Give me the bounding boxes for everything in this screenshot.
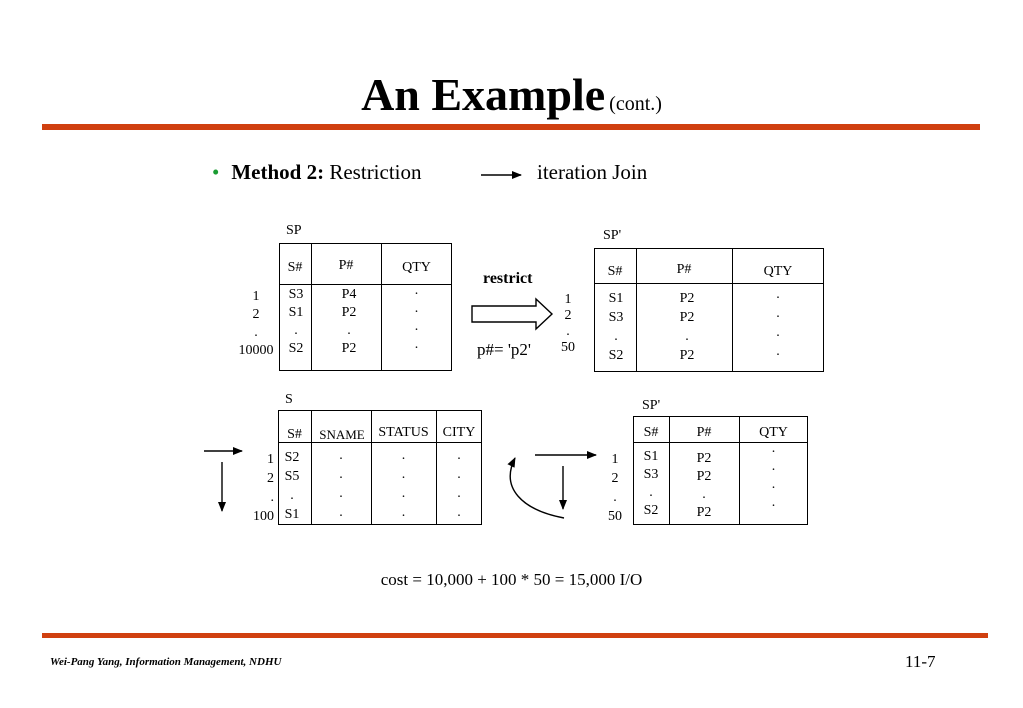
s-cell: .	[339, 467, 343, 482]
sp-prime-bottom-rownum: 1	[611, 452, 619, 467]
cost-formula: cost = 10,000 + 100 * 50 = 15,000 I/O	[380, 570, 643, 589]
sp-prime-top-cell: P2	[679, 291, 695, 306]
sp-prime-top-cell: P2	[679, 310, 695, 325]
sp-rownum: 10000	[238, 343, 274, 358]
sp-header-pno: P#	[338, 258, 354, 273]
restrict-arrow-icon	[472, 299, 552, 329]
s-header-sname: SNAME	[319, 427, 365, 442]
sp-prime-top-cell: S2	[608, 348, 624, 363]
sp-prime-bottom-cell: .	[771, 495, 776, 510]
sp-cell: P4	[341, 287, 357, 302]
sp-cell: .	[294, 323, 298, 338]
sp-prime-top-rownum: .	[566, 324, 570, 339]
bullet-marker: •	[212, 160, 220, 184]
sp-prime-top-rownum: 1	[564, 292, 572, 307]
bullet-text: Restriction	[329, 160, 422, 184]
sp-prime-bottom-cell: P2	[696, 505, 712, 520]
s-cell: .	[339, 448, 343, 463]
title-sub: (cont.)	[609, 93, 662, 115]
sp-cell: .	[414, 283, 419, 298]
loop-back-arrow-icon	[510, 458, 564, 518]
s-rownum: 2	[267, 471, 274, 486]
sp-cell: S3	[288, 287, 304, 302]
page-number: 11-7	[905, 652, 936, 671]
sp-cell: S2	[288, 341, 304, 356]
s-cell: .	[401, 467, 406, 482]
sp-prime-bottom-header-pno: P#	[696, 425, 712, 440]
bottom-rule	[42, 633, 988, 638]
sp-prime-top-header-qty: QTY	[763, 264, 793, 279]
sp-prime-top-cell: .	[614, 329, 618, 344]
sp-prime-bottom-cell: .	[702, 487, 706, 502]
sp-prime-bottom-cell: P2	[696, 469, 712, 484]
s-cell: .	[457, 505, 461, 520]
sp-prime-bottom-cell: .	[649, 485, 653, 500]
sp-prime-bottom-cell: .	[771, 441, 776, 456]
sp-prime-top-header-sno: S#	[607, 264, 623, 279]
s-header-city: CITY	[442, 425, 476, 440]
sp-cell: S1	[288, 305, 304, 320]
s-cell: .	[457, 486, 461, 501]
sp-prime-bottom-cell: S3	[643, 467, 659, 482]
bullet-bold: Method 2:	[231, 160, 325, 184]
sp-header-qty: QTY	[402, 260, 431, 275]
s-header-status: STATUS	[378, 425, 429, 440]
sp-prime-top-cell: .	[776, 325, 780, 340]
s-cell: .	[401, 505, 406, 520]
s-cell: S1	[284, 507, 300, 522]
restrict-label: restrict	[483, 270, 533, 287]
s-cell: S2	[284, 450, 300, 465]
s-cell: .	[339, 505, 343, 520]
sp-prime-bottom-rownum: 50	[608, 509, 622, 524]
s-rownum: 100	[253, 509, 274, 524]
sp-header-sno: S#	[287, 260, 303, 275]
sp-cell: P2	[341, 341, 357, 356]
sp-prime-top-rownum: 2	[564, 308, 572, 323]
s-cell: .	[401, 486, 406, 501]
sp-prime-top-cell: S1	[608, 291, 624, 306]
s-rownum: 1	[267, 452, 274, 467]
sp-prime-bottom-cell: .	[771, 459, 776, 474]
title-main: An Example	[361, 69, 606, 120]
sp-prime-bottom-header-qty: QTY	[759, 425, 788, 440]
sp-prime-bottom-cell: S1	[643, 449, 659, 464]
sp-prime-top-cell: .	[776, 344, 780, 359]
sp-prime-bottom-cell: S2	[643, 503, 659, 518]
sp-table-name: SP	[286, 223, 302, 238]
s-header-sno: S#	[287, 427, 302, 442]
sp-prime-top-cell: S3	[608, 310, 624, 325]
sp-cell: .	[414, 319, 419, 334]
sp-prime-bottom-cell: P2	[696, 451, 712, 466]
sp-rownum: 2	[252, 307, 260, 322]
bullet-after: iteration Join	[537, 160, 648, 184]
sp-prime-top-cell: .	[776, 306, 780, 321]
sp-prime-top-cell: .	[685, 329, 689, 344]
sp-cell: .	[414, 301, 419, 316]
sp-prime-bottom-cell: .	[771, 477, 776, 492]
footer-author: Wei-Pang Yang, Information Management, NDHU	[50, 656, 282, 668]
sp-cell: .	[347, 323, 351, 338]
s-cell: .	[290, 488, 294, 503]
s-cell: .	[457, 448, 461, 463]
sp-prime-top-rownum: 50	[561, 340, 575, 355]
sp-cell: .	[414, 337, 419, 352]
sp-prime-bottom-rownum: .	[613, 490, 617, 505]
sp-prime-bottom-rownum: 2	[611, 471, 619, 486]
sp-cell: P2	[341, 305, 357, 320]
s-rownum: .	[270, 490, 274, 505]
s-cell: .	[339, 486, 343, 501]
sp-prime-top-cell: .	[776, 287, 780, 302]
sp-prime-top-cell: P2	[679, 348, 695, 363]
s-cell: .	[401, 448, 406, 463]
sp-rownum: 1	[252, 289, 260, 304]
sp-prime-bottom-name: SP'	[642, 398, 661, 413]
sp-rownum: .	[254, 325, 258, 340]
restrict-condition: p#= 'p2'	[477, 340, 531, 359]
sp-prime-bottom-header-sno: S#	[643, 425, 659, 440]
sp-prime-top-header-pno: P#	[676, 262, 692, 277]
s-table-name: S	[285, 392, 293, 407]
s-cell: .	[457, 467, 461, 482]
s-cell: S5	[284, 469, 300, 484]
sp-prime-top-name: SP'	[603, 228, 622, 243]
